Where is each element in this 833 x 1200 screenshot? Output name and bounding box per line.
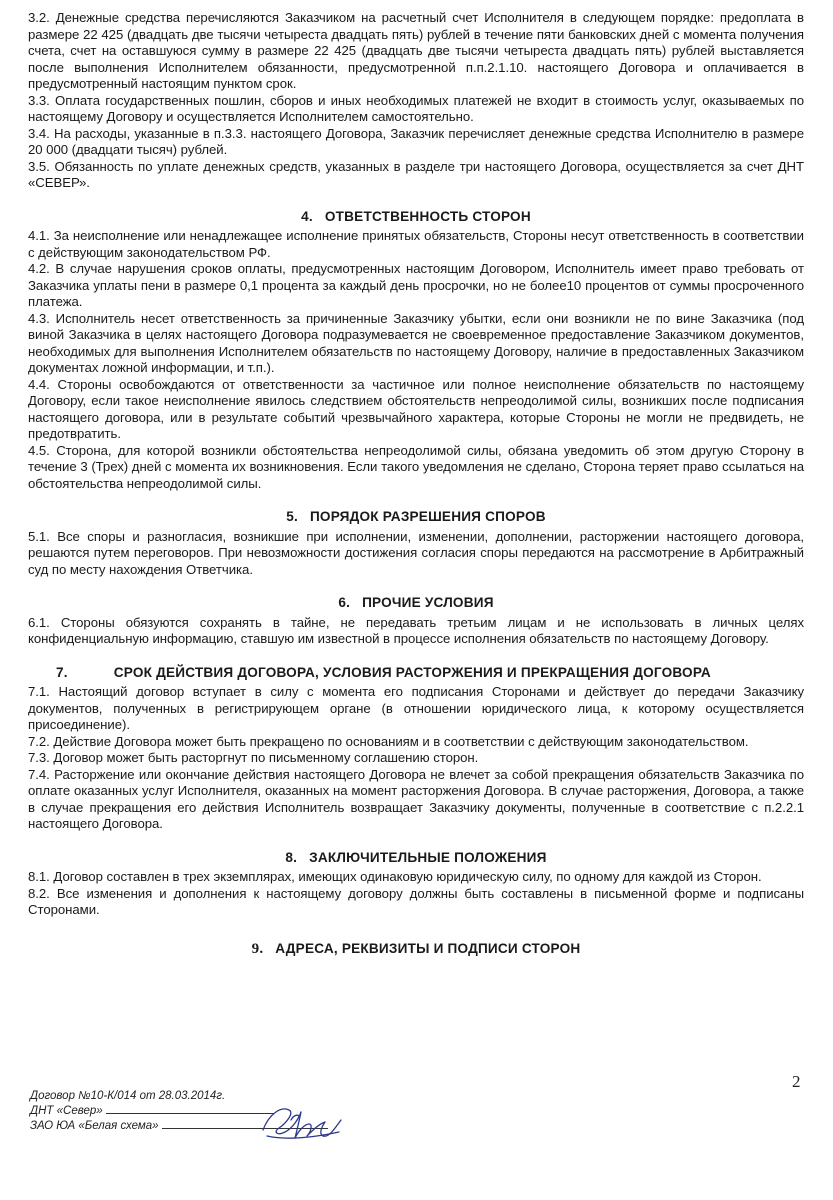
section-4-title: ОТВЕТСТВЕННОСТЬ СТОРОН [324,208,531,224]
section-6-title: ПРОЧИЕ УСЛОВИЯ [362,595,494,610]
page-number: 2 [792,1072,801,1091]
party-2-name: ЗАО ЮА «Белая схема» [30,1120,159,1132]
paragraph-4-1: 4.1. За неисполнение или ненадлежащее исполнение принятых обязательств, Стороны несут ответственность в соответствии с действующим законодательством РФ. [28,228,804,260]
paragraph-7-3: 7.3. Договор может быть расторгнут по письменному соглашению сторон. [28,750,479,765]
section-4-heading [28,209,804,226]
paragraph-4-2: 4.2. В случае нарушения сроков оплаты, предусмотренных настоящим Договором, Исполнитель имеет право требовать от Заказчика уплаты пени в размере 0,1 процента за каждый день просрочки, но не более10 процентов от суммы просроченного платежа. [28,261,804,309]
section-5-title: ПОРЯДОК РАЗРЕШЕНИЯ СПОРОВ [309,509,546,524]
handwritten-signature-icon [255,1100,345,1145]
paragraph-6-1: 6.1. Стороны обязуются сохранять в тайне, не передавать третьим лицам и не использовать в личных целях конфиденциальную информацию, ставшую им известной в процессе исполнения обязательств по настоящему Договору. [28,614,804,646]
contract-body [28,10,804,960]
section-9-title: АДРЕСА, РЕКВИЗИТЫ И ПОДПИСИ СТОРОН [275,940,581,956]
paragraph-5-1: 5.1. Все споры и разногласия, возникшие при исполнении, изменении, дополнении, расторжении настоящего договора, решаются путем переговоров. При невозможности достижения согласия споры передаются на рассмотрение в Арбитражный суд по месту нахождения Ответчика. [28,528,804,577]
section-9-heading [28,941,804,958]
section-9-number: 9. [251,940,264,957]
paragraph-7-1: 7.1. Настоящий договор вступает в силу с момента его подписания Сторонами и действует до передачи Заказчику документов, полученных в регистрирующем органе (в отношении юридического лица, к которому осуществляется присоединение). [28,684,804,732]
paragraph-8-1: 8.1. Договор составлен в трех экземплярах, имеющих одинаковую юридическую силу, по одному для каждой из Сторон. [28,869,762,884]
section-7-heading [28,665,804,682]
paragraph-3-5: 3.5. Обязанность по уплате денежных средств, указанных в разделе три настоящего Договора, осуществляется за счет ДНТ «СЕВЕР». [28,158,804,190]
section-6-number: 6. [338,595,351,610]
section-8-number: 8. [285,849,298,865]
contract-ref-text: Договор №10-К/014 от 28.03.2014г. [30,1090,226,1102]
paragraph-4-5: 4.5. Сторона, для которой возникли обстоятельства непреодолимой силы, обязана уведомить об этом другую Сторону в течение 3 (Трех) дней с момента их возникновения. Если такого уведомления не сделано, Сторона теряет право ссылаться на обстоятельства непреодолимой силы. [28,442,804,491]
section-7-title: СРОК ДЕЙСТВИЯ ДОГОВОРА, УСЛОВИЯ РАСТОРЖЕНИЯ И ПРЕКРАЩЕНИЯ ДОГОВОРА [113,664,711,680]
paragraph-3-2: 3.2. Денежные средства перечисляются Заказчиком на расчетный счет Исполнителя в следующем порядке: предоплата в размере 22 425 (двадцать две тысячи четыреста двадцать пять) рублей в течение пяти банковских дней с момента получения счета, счет на оставшуюся сумму в размере 22 425 (двадцать две тысячи четыреста двадцать пять) рублей выставляется после выполнения Исполнителем обязанности, предусмотренной п.п.2.1.10. настоящего Договора и оплачивается в предусмотренный настоящим пунктом срок. [28,10,804,91]
paragraph-7-4: 7.4. Расторжение или окончание действия настоящего Договора не влечет за собой прекращения обязательств Заказчика по оплате оказанных услуг Исполнителя, оказанных на момент расторжения Договора. В случае расторжения, Договора, а также в случае прекращения его действия Исполнитель возвращает Заказчику документы, полученные в соответствие с п.2.2.1 настоящего Договора. [28,766,804,831]
paragraph-4-3: 4.3. Исполнитель несет ответственность за причиненные Заказчику убытки, если они возникли не по вине Заказчика (под виной Заказчика в целях настоящего Договора подразумевается не своевременное предоставление Заказчиком документов, необходимых для выполнения Исполнителем обязательств по настоящему Договору, наличие в предоставленных Заказчиком документах ложной информации, и т.п.). [28,310,804,375]
paragraph-8-2: 8.2. Все изменения и дополнения к настоящему договору должны быть составлены в письменной форме и подписаны Сторонами. [28,885,804,917]
section-8-heading [28,850,804,867]
section-8-title: ЗАКЛЮЧИТЕЛЬНЫЕ ПОЛОЖЕНИЯ [309,849,547,865]
party-1-name: ДНТ «Север» [30,1105,103,1117]
section-6-heading [28,595,804,612]
party-1-signature-line [106,1113,274,1114]
section-7-number: 7. [56,664,68,680]
section-4-number: 4. [301,208,313,224]
paragraph-4-4: 4.4. Стороны освобождаются от ответственности за частичное или полное неисполнение обязательств по настоящему Договору, если такое неисполнение явилось следствием обстоятельств непреодолимой силы, возникших после подписания настоящего договора, или в результате событий чрезвычайного характера, которые Стороны не могли не предвидеть, не предотвратить. [28,376,804,441]
paragraph-3-3: 3.3. Оплата государственных пошлин, сборов и иных необходимых платежей не входит в стоимость услуг, оказываемых по настоящему Договору и осуществляется Исполнителем самостоятельно. [28,92,804,124]
section-5-number: 5. [286,509,298,524]
paragraph-3-4: 3.4. На расходы, указанные в п.3.3. настоящего Договора, Заказчик перечисляет денежные средства Исполнителю в размере 20 000 (двадцати тысяч) рублей. [28,125,804,157]
section-5-heading [28,509,804,526]
paragraph-7-2: 7.2. Действие Договора может быть прекращено по основаниям и в соответствии с действующим законодательством. [28,733,749,749]
